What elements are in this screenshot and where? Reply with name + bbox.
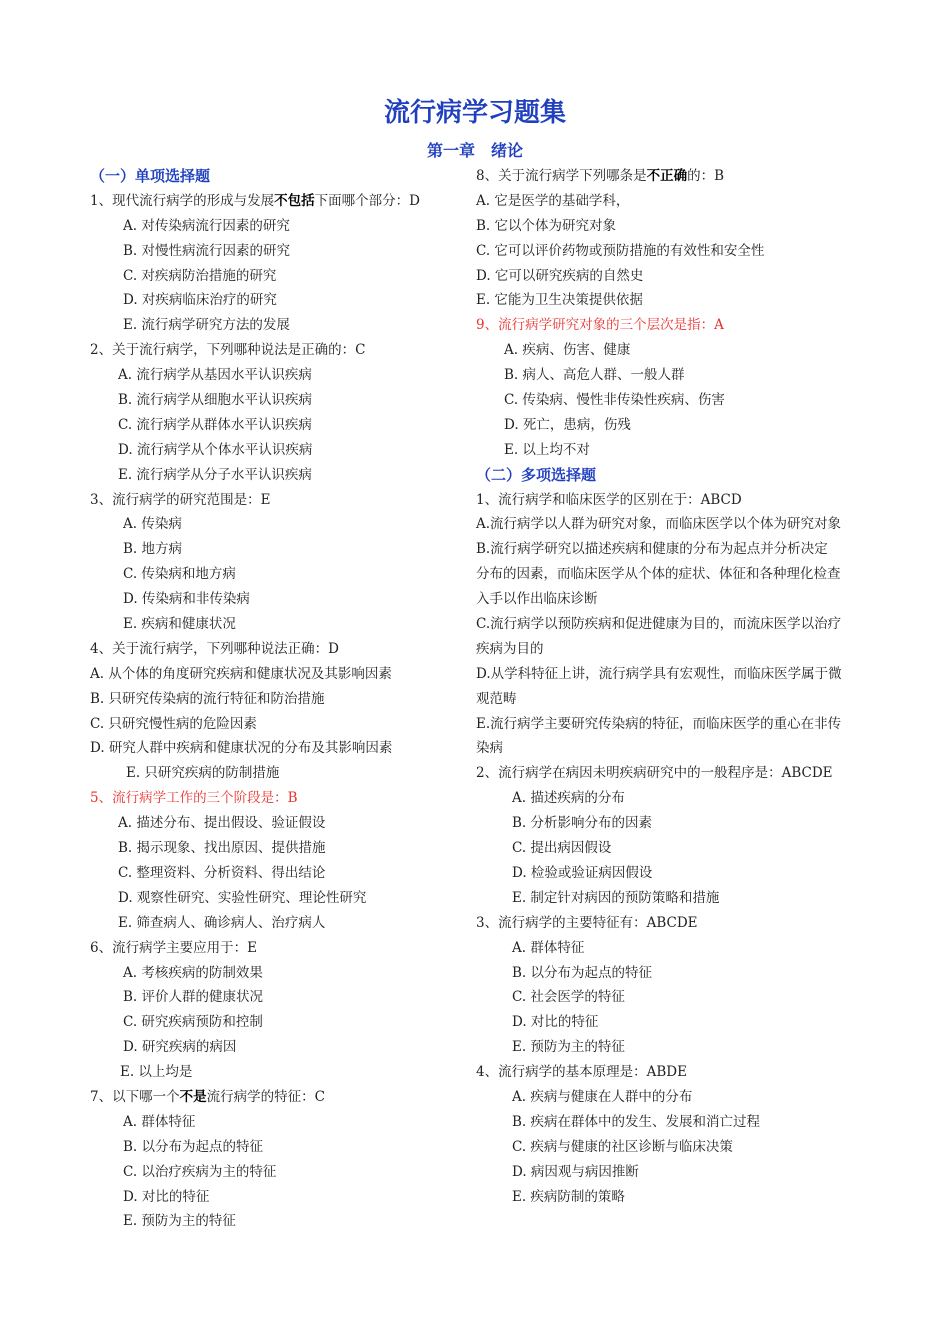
answer-option: D.从学科特征上讲，流行病学具有宏观性，而临床医学属于微 <box>476 665 842 682</box>
question-text: 下面哪个部分：D <box>314 192 420 209</box>
answer-option: B. 对慢性病流行因素的研究 <box>123 242 291 259</box>
question-stem: 9、流行病学研究对象的三个层次是指：A <box>476 317 724 334</box>
answer-option: D. 它可以研究疾病的自然史 <box>476 267 644 284</box>
question-stem <box>90 1085 490 1110</box>
answer-option: C. 对疾病防治措施的研究 <box>123 267 277 284</box>
answer-option: C. 研究疾病预防和控制 <box>123 1014 263 1031</box>
answer-option: D. 观察性研究、实验性研究、理论性研究 <box>118 889 367 906</box>
answer-option: E. 疾病防制的策略 <box>512 1188 625 1205</box>
answer-option: C. 社会医学的特征 <box>512 989 625 1006</box>
answer-option: A. 它是医学的基础学科， <box>476 192 630 209</box>
question-stem <box>476 164 871 189</box>
answer-option: E. 流行病学研究方法的发展 <box>123 317 290 334</box>
answer-option: 观范畴 <box>476 690 517 707</box>
answer-option: D. 对比的特征 <box>512 1014 599 1031</box>
question-stem: 2、流行病学在病因未明疾病研究中的一般程序是：ABCDE <box>476 765 833 782</box>
answer-option: C. 提出病因假设 <box>512 840 612 857</box>
answer-option: E. 以上均是 <box>120 1064 193 1081</box>
answer-option: A. 传染病 <box>123 516 182 533</box>
answer-option: B. 揭示现象、找出原因、提供措施 <box>118 840 326 857</box>
section-heading: （一）单项选择题 <box>90 167 211 185</box>
answer-option: C. 整理资料、分析资料、得出结论 <box>118 864 326 881</box>
answer-option: 疾病为目的 <box>476 640 544 657</box>
answer-option: D. 研究人群中疾病和健康状况的分布及其影响因素 <box>90 740 393 757</box>
answer-option: A. 描述疾病的分布 <box>512 790 625 807</box>
answer-option: E. 制定针对病因的预防策略和措施 <box>512 889 720 906</box>
answer-option: C. 传染病、慢性非传染性疾病、伤害 <box>504 392 725 409</box>
answer-option: D. 研究疾病的病因 <box>123 1039 237 1056</box>
answer-option: D. 流行病学从个体水平认识疾病 <box>118 441 313 458</box>
answer-option: 入手以作出临床诊断 <box>476 591 598 608</box>
document-title: 流行病学习题集 <box>383 98 566 128</box>
answer-option: E. 以上均不对 <box>504 441 590 458</box>
answer-option: B. 病人、高危人群、一般人群 <box>504 367 685 384</box>
chapter-heading: 第一章 绪论 <box>426 141 523 160</box>
question-stem: 4、关于流行病学，下列哪种说法正确：D <box>90 640 339 657</box>
answer-option: 分布的因素，而临床医学从个体的症状、体征和各种理化检查 <box>476 566 841 583</box>
emphasis-keyword: 不包括 <box>274 192 315 209</box>
answer-option: C. 流行病学从群体水平认识疾病 <box>118 416 312 433</box>
answer-option: B. 评价人群的健康状况 <box>123 989 264 1006</box>
question-text: 流行病学的特征：C <box>206 1088 325 1105</box>
emphasis-keyword: 不是 <box>179 1088 207 1105</box>
answer-option: D. 对疾病临床治疗的研究 <box>123 292 277 309</box>
answer-option: E.流行病学主要研究传染病的特征，而临床医学的重心在非传 <box>476 715 842 732</box>
answer-option: B. 以分布为起点的特征 <box>123 1138 264 1155</box>
answer-option: B. 以分布为起点的特征 <box>512 964 653 981</box>
question-stem: 1、流行病学和临床医学的区别在于：ABCD <box>476 491 742 508</box>
emphasis-keyword: 不正确 <box>646 168 688 184</box>
left-column <box>90 164 490 1234</box>
question-stem: 2、关于流行病学，下列哪种说法是正确的：C <box>90 342 366 359</box>
question-stem: 5、流行病学工作的三个阶段是：B <box>90 790 298 807</box>
answer-option: C. 以治疗疾病为主的特征 <box>123 1163 277 1180</box>
answer-option: E. 筛查病人、确诊病人、治疗病人 <box>118 914 326 931</box>
answer-option: A. 描述分布、提出假设、验证假设 <box>118 815 326 832</box>
answer-option: B.流行病学研究以描述疾病和健康的分布为起点并分析决定 <box>476 541 828 558</box>
answer-option: A. 疾病与健康在人群中的分布 <box>512 1088 693 1105</box>
answer-option: E. 预防为主的特征 <box>123 1213 236 1230</box>
answer-option: C.流行病学以预防疾病和促进健康为目的，而流床医学以治疗 <box>476 616 842 633</box>
answer-option: E. 只研究疾病的防制措施 <box>126 765 280 782</box>
answer-option: B. 它以个体为研究对象 <box>476 217 617 234</box>
answer-option: 染病 <box>476 740 503 757</box>
question-text: 的：B <box>687 168 725 184</box>
answer-option: A. 群体特征 <box>123 1113 196 1130</box>
answer-option: E. 疾病和健康状况 <box>123 616 236 633</box>
answer-option: C. 疾病与健康的社区诊断与临床决策 <box>512 1138 733 1155</box>
answer-option: A. 疾病、伤害、健康 <box>504 342 631 359</box>
answer-option: A. 考核疾病的防制效果 <box>123 964 263 981</box>
section-heading: （二）多项选择题 <box>476 465 597 484</box>
answer-option: E. 它能为卫生决策提供依据 <box>476 292 643 309</box>
answer-option: D. 病因观与病因推断 <box>512 1163 639 1180</box>
question-stem: 6、流行病学主要应用于：E <box>90 939 257 956</box>
question-stem: 4、流行病学的基本原理是：ABDE <box>476 1064 687 1081</box>
answer-option: E. 流行病学从分子水平认识疾病 <box>118 466 312 483</box>
question-text: 8、关于流行病学下列哪条是 <box>476 168 647 184</box>
right-column <box>476 164 871 1209</box>
question-stem <box>90 189 490 214</box>
answer-option: D. 死亡，患病，伤残 <box>504 416 631 433</box>
answer-option: C. 传染病和地方病 <box>123 566 236 583</box>
answer-option: B. 流行病学从细胞水平认识疾病 <box>118 392 313 409</box>
answer-option: A.流行病学以人群为研究对象，而临床医学以个体为研究对象 <box>476 516 842 533</box>
question-text: 1、现代流行病学的形成与发展 <box>90 192 275 209</box>
answer-option: E. 预防为主的特征 <box>512 1039 625 1056</box>
answer-option: A. 对传染病流行因素的研究 <box>123 217 290 234</box>
question-text: 7、以下哪一个 <box>90 1088 180 1105</box>
answer-option: B. 地方病 <box>123 541 183 558</box>
answer-option: D. 传染病和非传染病 <box>123 591 250 608</box>
answer-option: C. 它可以评价药物或预防措施的有效性和安全性 <box>476 242 765 259</box>
answer-option: B. 疾病在群体中的发生、发展和消亡过程 <box>512 1113 761 1130</box>
answer-option: B. 分析影响分布的因素 <box>512 815 653 832</box>
question-stem: 3、流行病学的研究范围是：E <box>90 491 271 508</box>
answer-option: B. 只研究传染病的流行特征和防治措施 <box>90 690 325 707</box>
answer-option: C. 只研究慢性病的危险因素 <box>90 715 257 732</box>
answer-option: A. 群体特征 <box>512 939 585 956</box>
answer-option: A. 从个体的角度研究疾病和健康状况及其影响因素 <box>90 665 392 682</box>
question-stem: 3、流行病学的主要特征有：ABCDE <box>476 914 698 931</box>
answer-option: D. 对比的特征 <box>123 1188 210 1205</box>
answer-option: D. 检验或验证病因假设 <box>512 864 653 881</box>
answer-option: A. 流行病学从基因水平认识疾病 <box>118 367 312 384</box>
